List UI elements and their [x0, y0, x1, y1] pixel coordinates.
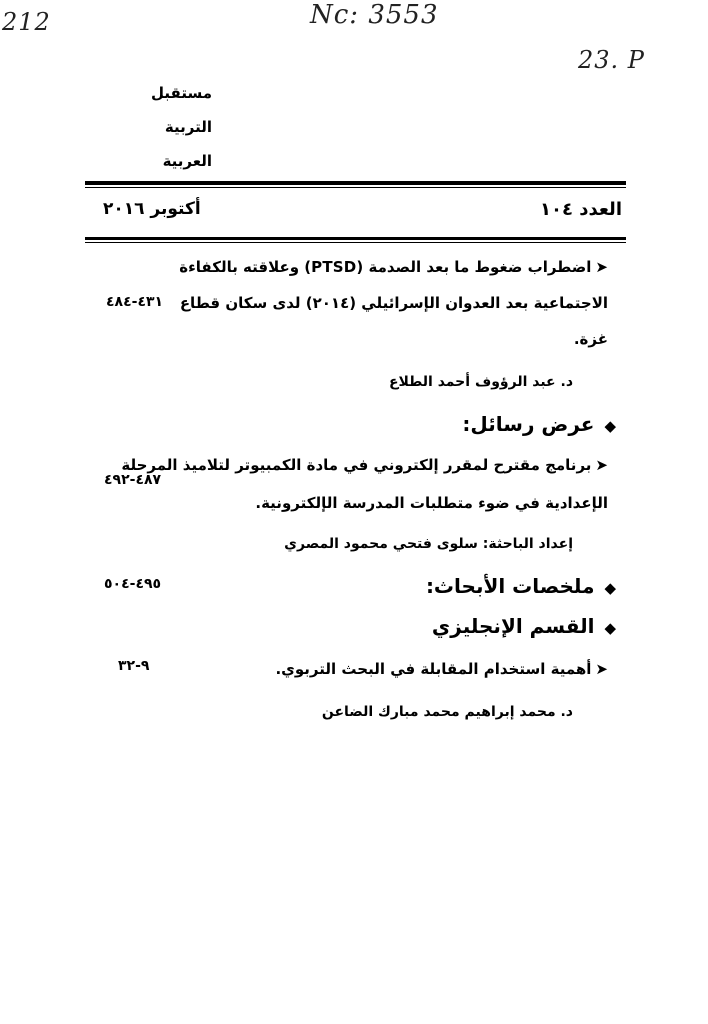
diamond-bullet-icon: ◆	[604, 417, 616, 435]
chevron-bullet-icon: ➤	[595, 660, 608, 678]
section-abstracts: ◆ملخصات الأبحاث:	[425, 574, 616, 598]
toc-entry-1-pages: ٤٣١-٤٨٤	[106, 294, 164, 310]
chevron-bullet-icon: ➤	[595, 258, 608, 276]
journal-name-line-3: العربية	[162, 152, 212, 170]
header-rule-bottom	[85, 237, 626, 240]
diamond-bullet-icon: ◆	[604, 579, 616, 597]
header-rule-top-thin	[85, 187, 626, 188]
toc-entry-2-pages: ٤٨٧-٤٩٢	[104, 472, 162, 488]
handwritten-catalog-number: Nc: 3553	[310, 0, 439, 30]
issue-number: العدد ١٠٤	[540, 199, 622, 220]
header-rule-top	[85, 181, 626, 185]
toc-entry-1-line-2: الاجتماعية بعد العدوان الإسرائيلي (٢٠١٤) لدى سكان قطاع	[179, 294, 608, 312]
toc-entry-2-author: إعداد الباحثة: سلوى فتحي محمود المصري	[284, 536, 573, 552]
toc-entry-2-line-2: الإعدادية في ضوء متطلبات المدرسة الإلكترونية.	[255, 494, 608, 512]
section-theses: ◆عرض رسائل:	[462, 412, 616, 436]
toc-entry-1-line-1: ➤اضطراب ضغوط ما بعد الصدمة (PTSD) وعلاقته بالكفاءة	[179, 258, 608, 276]
toc-entry-1-author: د. عبد الرؤوف أحمد الطلاع	[388, 374, 573, 390]
chevron-bullet-icon: ➤	[595, 456, 608, 474]
toc-entry-1-line-3: غزة.	[573, 330, 608, 348]
section-english: ◆القسم الإنجليزي	[431, 614, 616, 638]
handwritten-number: 212	[2, 8, 51, 36]
issue-date: أكتوبر ٢٠١٦	[103, 199, 201, 219]
header-rule-bottom-thin	[85, 242, 626, 243]
section-abstracts-pages: ٤٩٥-٥٠٤	[104, 576, 162, 592]
journal-name-line-1: مستقبل	[151, 84, 212, 102]
journal-name-line-2: التربية	[164, 118, 212, 136]
toc-entry-2-line-1: ➤برنامج مقترح لمقرر إلكتروني في مادة الكمبيوتر لتلاميذ المرحلة	[121, 456, 608, 474]
toc-entry-3-author: د. محمد إبراهيم محمد مبارك الضاعن	[321, 704, 573, 720]
toc-entry-3-pages: ٩-٣٢	[118, 658, 150, 674]
diamond-bullet-icon: ◆	[604, 619, 616, 637]
handwritten-page-note: 23. P	[578, 46, 645, 74]
toc-entry-3-line-1: ➤أهمية استخدام المقابلة في البحث التربوي.	[275, 660, 608, 678]
